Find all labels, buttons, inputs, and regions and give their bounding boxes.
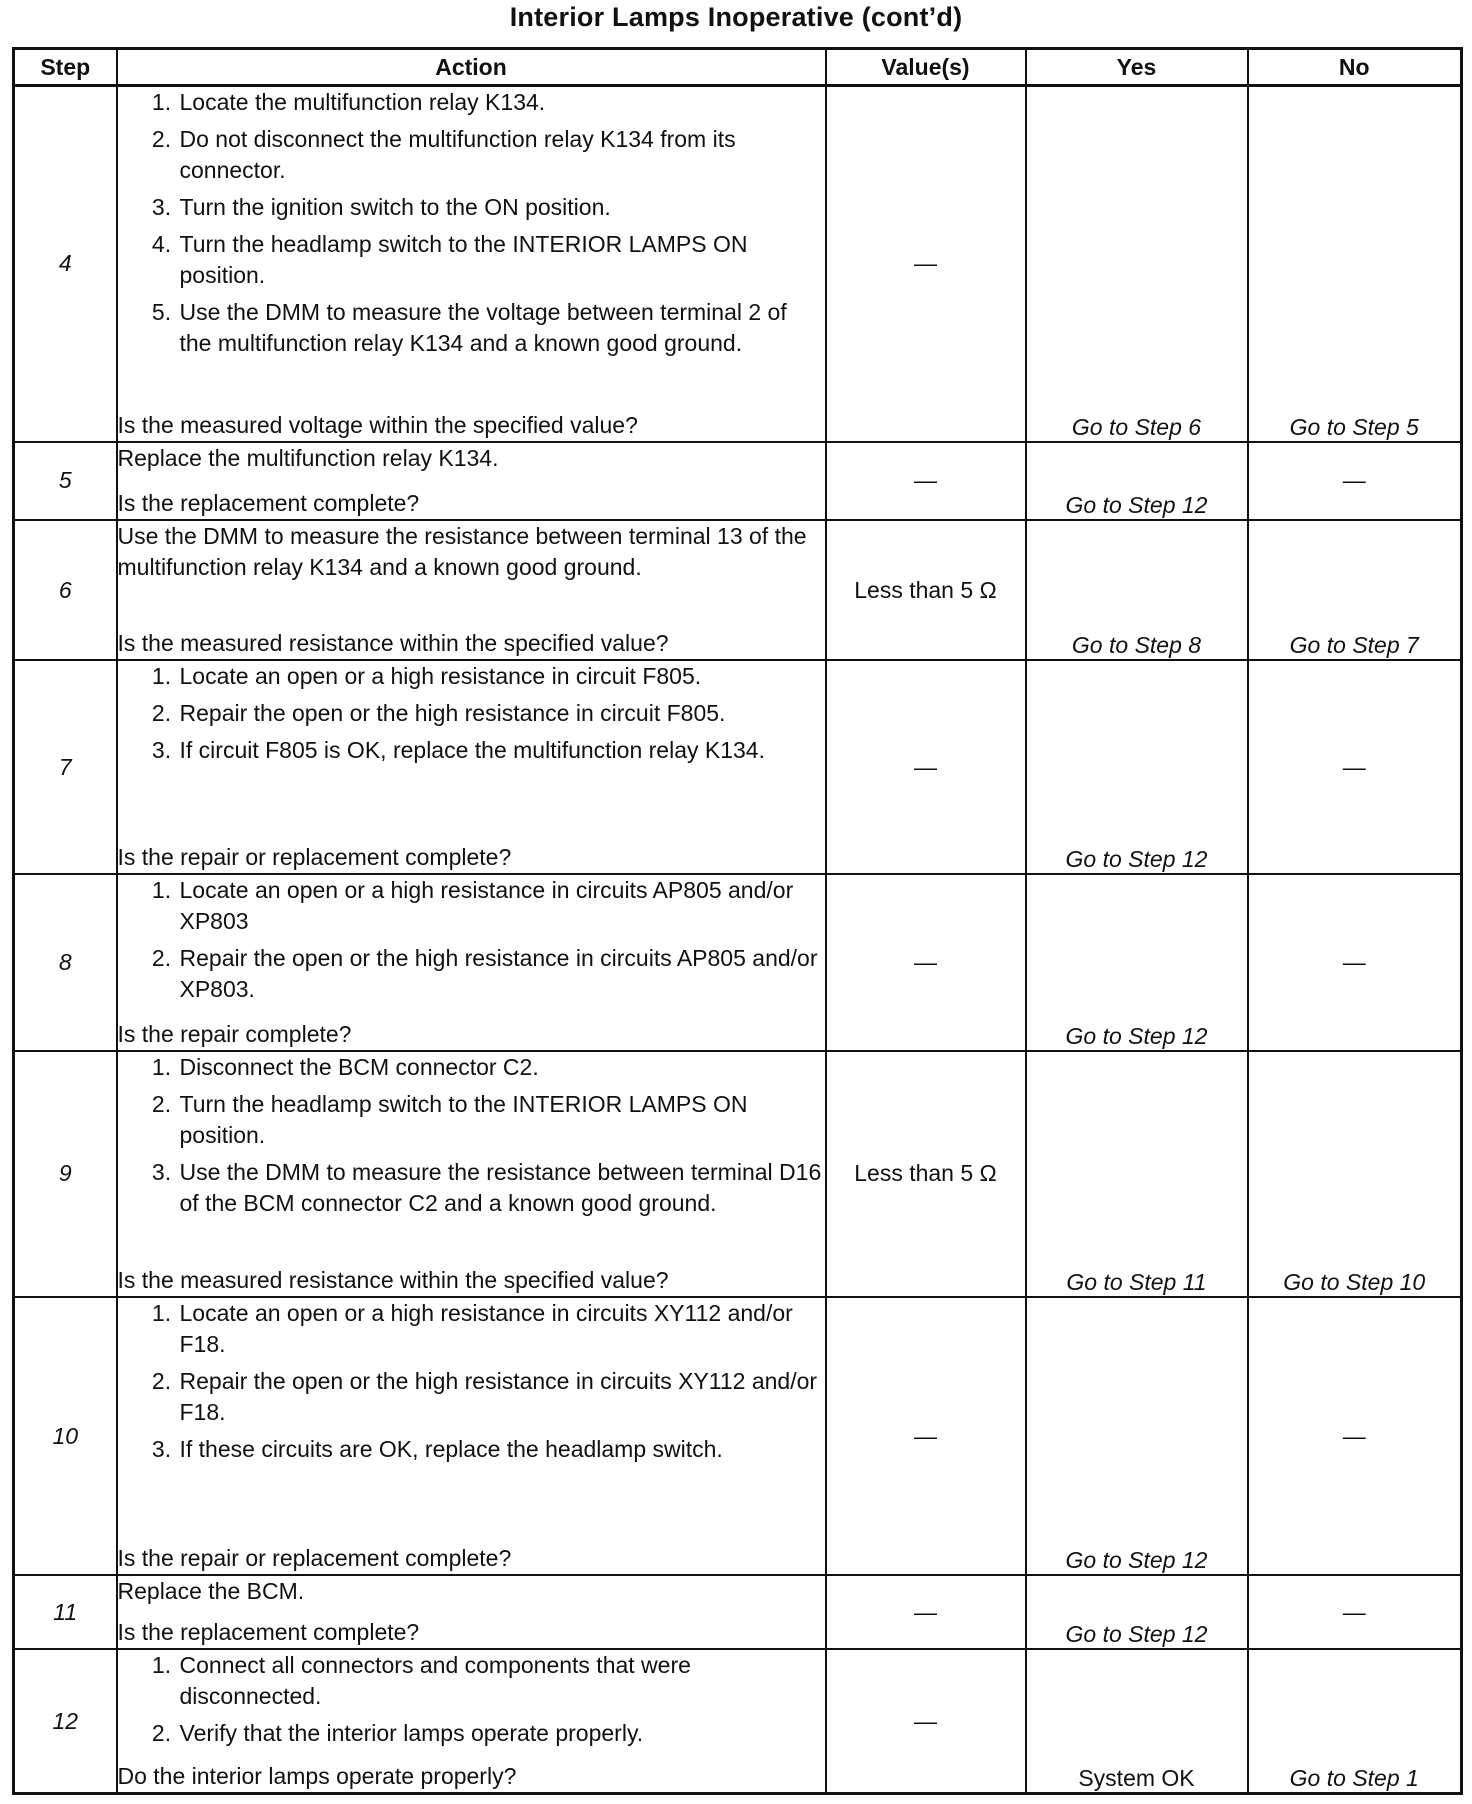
table-row [14,1051,1462,1297]
header-no: No [1248,49,1462,86]
table-row [14,874,1462,1050]
action-step: 1. Locate an open or a high resistance in circuits AP805 and/or XP803 [178,875,825,937]
diagnostic-table [12,47,1463,1795]
action-question: Do the interior lamps operate properly? [117,1763,517,1789]
action-step: 3. Turn the ignition switch to the ON position. [178,192,825,223]
step-number: 5 [14,442,117,520]
header-values: Value(s) [826,49,1026,86]
action-step: 3. If these circuits are OK, replace the headlamp switch. [178,1434,825,1465]
action-steps [118,1298,825,1471]
yes-cell: Go to Step 12 [1026,660,1248,874]
value-cell: Less than 5 Ω [826,1051,1026,1297]
action-step: 2. Turn the headlamp switch to the INTERIOR LAMPS ON position. [178,1089,825,1151]
action-step: 1. Connect all connectors and components that were disconnected. [178,1650,825,1712]
action-step: 3. If circuit F805 is OK, replace the multifunction relay K134. [178,735,825,766]
header-step: Step [14,49,117,86]
action-step: 1. Locate an open or a high resistance in circuit F805. [178,661,825,692]
action-step: 1. Locate the multifunction relay K134. [178,87,825,118]
no-cell: — [1248,874,1462,1050]
step-number: 9 [14,1051,117,1297]
no-cell: Go to Step 7 [1248,520,1462,660]
action-step: 1. Disconnect the BCM connector C2. [178,1052,825,1083]
value-cell: — [826,660,1026,874]
action-cell [117,86,826,442]
no-cell: Go to Step 10 [1248,1051,1462,1297]
header-yes: Yes [1026,49,1248,86]
value-cell: — [826,1575,1026,1649]
action-steps [118,1052,825,1225]
action-text: Replace the BCM. [117,1578,305,1605]
no-cell: — [1248,660,1462,874]
action-question: Is the repair or replacement complete? [117,844,512,871]
action-step: 2. Do not disconnect the multifunction relay K134 from its connector. [178,124,825,186]
yes-cell: Go to Step 12 [1026,1297,1248,1575]
action-steps [118,661,825,772]
action-question: Is the replacement complete? [117,1619,420,1646]
action-question: Is the measured voltage within the specified value? [117,411,638,438]
action-step: 2. Repair the open or the high resistance in circuits XY112 and/or F18. [178,1366,825,1428]
table-row [14,86,1462,442]
step-number: 6 [14,520,117,660]
step-number: 12 [14,1649,117,1793]
value-cell: — [826,1297,1026,1575]
value-cell: — [826,86,1026,442]
action-steps [118,87,825,365]
yes-cell: Go to Step 8 [1026,520,1248,660]
action-cell [117,660,826,874]
action-steps [118,875,825,1011]
no-cell: — [1248,1575,1462,1649]
action-cell [117,1297,826,1575]
action-question: Is the measured resistance within the specified value? [117,1266,669,1293]
no-cell: — [1248,442,1462,520]
action-step: 5. Use the DMM to measure the voltage between terminal 2 of the multifunction relay K134 and a known good ground. [178,297,825,359]
action-step: 2. Repair the open or the high resistance in circuit F805. [178,698,825,729]
value-cell: — [826,1649,1026,1793]
table-row [14,442,1462,520]
table-row [14,1649,1462,1793]
header-action: Action [117,49,826,86]
action-text: Use the DMM to measure the resistance between terminal 13 of the multifunction relay K134 and a known good ground. [117,522,807,580]
yes-cell: Go to Step 12 [1026,1575,1248,1649]
step-number: 11 [14,1575,117,1649]
table-row [14,520,1462,660]
no-cell: Go to Step 1 [1248,1649,1462,1793]
step-number: 4 [14,86,117,442]
action-cell [117,1649,826,1793]
action-text: Replace the multifunction relay K134. [117,444,499,471]
action-question: Is the replacement complete? [117,489,420,516]
action-cell [117,520,826,660]
action-question: Is the repair complete? [117,1020,352,1047]
yes-cell: Go to Step 12 [1026,442,1248,520]
action-cell [117,1575,826,1649]
action-question: Is the repair or replacement complete? [117,1545,512,1572]
table-row [14,1297,1462,1575]
no-cell: Go to Step 5 [1248,86,1462,442]
action-step: 3. Use the DMM to measure the resistance between terminal D16 of the BCM connector C2 and a known good ground. [178,1157,825,1219]
action-cell [117,1051,826,1297]
step-number: 8 [14,874,117,1050]
no-cell: — [1248,1297,1462,1575]
action-step: 2. Repair the open or the high resistance in circuits AP805 and/or XP803. [178,943,825,1005]
action-step: 4. Turn the headlamp switch to the INTERIOR LAMPS ON position. [178,229,825,291]
action-steps [118,1650,825,1755]
page-title: Interior Lamps Inoperative (cont’d) [509,2,963,32]
yes-cell: Go to Step 6 [1026,86,1248,442]
value-cell: — [826,442,1026,520]
value-cell: Less than 5 Ω [826,520,1026,660]
action-step: 2. Verify that the interior lamps operate properly. [178,1718,825,1749]
yes-cell: Go to Step 11 [1026,1051,1248,1297]
step-number: 7 [14,660,117,874]
table-row [14,660,1462,874]
step-number: 10 [14,1297,117,1575]
value-cell: — [826,874,1026,1050]
action-question: Is the measured resistance within the specified value? [117,630,669,657]
yes-cell: System OK [1026,1649,1248,1793]
action-cell [117,874,826,1050]
action-step: 1. Locate an open or a high resistance in circuits XY112 and/or F18. [178,1298,825,1360]
table-row [14,1575,1462,1649]
yes-cell: Go to Step 12 [1026,874,1248,1050]
action-cell [117,442,826,520]
header-row [14,49,1462,86]
